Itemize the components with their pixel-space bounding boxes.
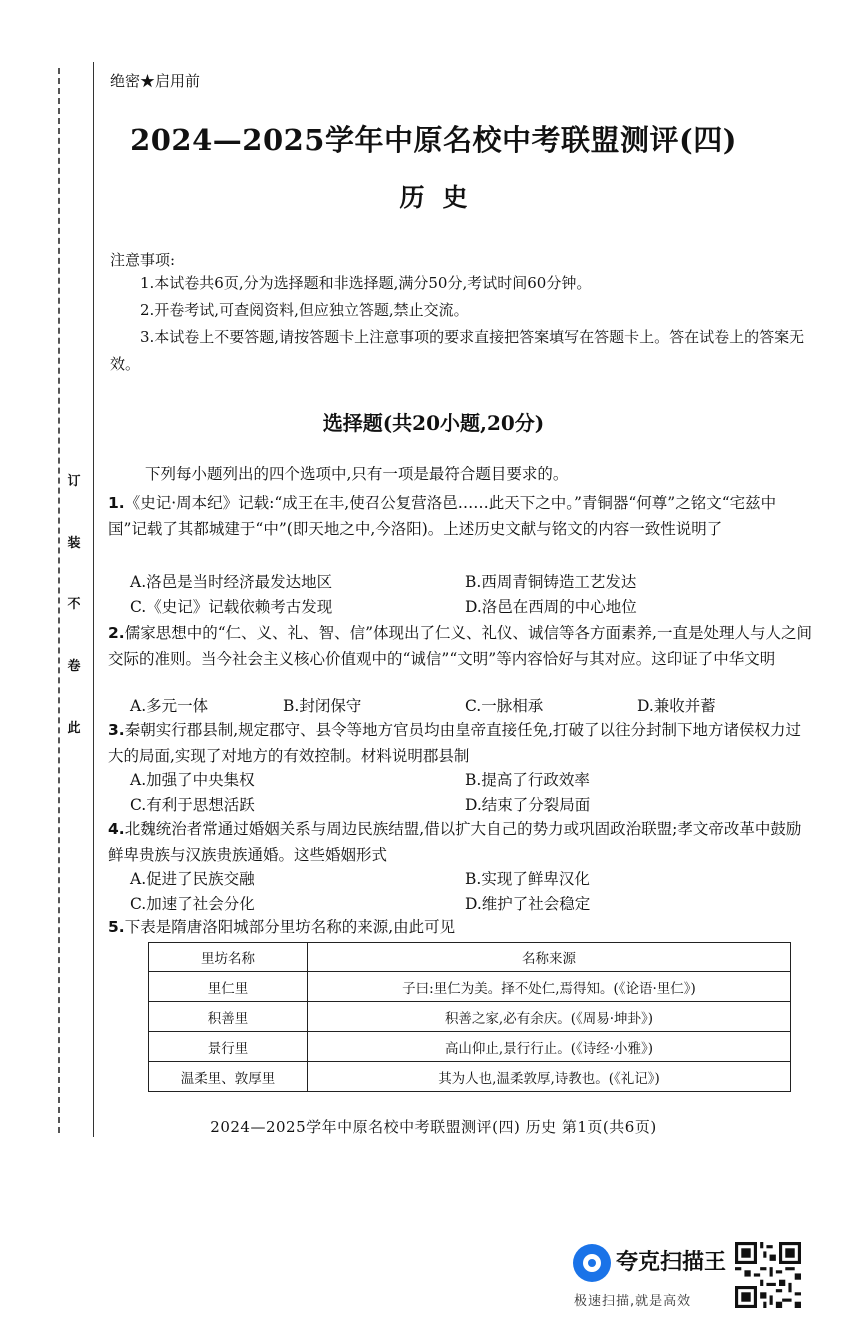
table-cell: 积善里	[149, 1002, 308, 1032]
question-stem: 秦朝实行郡县制,规定郡守、县令等地方官员均由皇帝直接任免,打破了以往分封制下地方诸侯权力过大的局面,实现了对地方的有效控制。材料说明郡县制	[108, 721, 802, 765]
table-cell: 子曰:里仁为美。择不处仁,焉得知。(《论语·里仁》)	[308, 972, 791, 1002]
source-table	[148, 942, 791, 1092]
question-5	[108, 914, 813, 940]
option-c[interactable]: C.一脉相承	[465, 697, 544, 715]
binding-line-dashed	[58, 68, 60, 1133]
table-cell: 景行里	[149, 1032, 308, 1062]
notice-item: 3.本试卷上不要答题,请按答题卡上注意事项的要求直接把答案填写在答题卡上。答在试卷上的答案无效。	[110, 328, 805, 373]
question-number: 2.	[108, 624, 125, 642]
page-footer: 2024—2025学年中原名校中考联盟测评(四) 历史 第1页(共6页)	[210, 1118, 657, 1136]
question-1	[108, 490, 813, 542]
option-c[interactable]: C.《史记》记载依赖考古发现	[130, 598, 333, 616]
question-number: 5.	[108, 918, 125, 936]
question-2	[108, 620, 813, 672]
table-header-row	[149, 943, 791, 972]
notice-heading: 注意事项:	[110, 251, 176, 269]
option-c[interactable]: C.有利于思想活跃	[130, 796, 255, 814]
brand-name: 夸克扫描王	[616, 1250, 727, 1275]
table-cell: 里仁里	[149, 972, 308, 1002]
question-stem: 《史记·周本纪》记载:“成王在丰,使召公复营洛邑……此天下之中。”青铜器“何尊”之铭文“宅兹中国”记载了其都城建于“中”(即天地之中,今洛阳)。上述历史文献与铭文的内容一致性说明了	[108, 494, 777, 538]
question-stem: 下表是隋唐洛阳城部分里坊名称的来源,由此可见	[124, 918, 456, 936]
margin-char: 此	[67, 721, 81, 736]
option-b[interactable]: B.西周青铜铸造工艺发达	[465, 573, 637, 591]
table-cell: 积善之家,必有余庆。(《周易·坤卦》)	[308, 1002, 791, 1032]
table-row	[149, 972, 791, 1002]
option-b[interactable]: B.实现了鲜卑汉化	[465, 870, 590, 888]
notice-item: 1.本试卷共6页,分为选择题和非选择题,满分50分,考试时间60分钟。	[140, 274, 592, 292]
brand-slogan: 极速扫描,就是高效	[574, 1294, 692, 1309]
margin-char: 订	[67, 474, 81, 489]
option-b[interactable]: B.封闭保守	[283, 697, 362, 715]
option-d[interactable]: D.兼收并蓄	[637, 697, 716, 715]
option-d[interactable]: D.结束了分裂局面	[465, 796, 591, 814]
table-row	[149, 1032, 791, 1062]
subject-title: 历史	[399, 183, 486, 212]
section-title: 选择题(共20小题,20分)	[322, 411, 545, 435]
table-header: 名称来源	[308, 943, 791, 972]
table-cell: 温柔里、敦厚里	[149, 1062, 308, 1092]
section-intro: 下列每小题列出的四个选项中,只有一项是最符合题目要求的。	[145, 465, 569, 483]
qr-code-icon	[735, 1242, 801, 1308]
question-number: 1.	[108, 494, 125, 512]
question-4	[108, 816, 813, 868]
question-3	[108, 717, 813, 769]
option-d[interactable]: D.维护了社会稳定	[465, 895, 591, 913]
margin-char: 不	[67, 597, 81, 612]
page-title: 2024—2025学年中原名校中考联盟测评(四)	[130, 123, 737, 157]
question-number: 4.	[108, 820, 125, 838]
question-stem: 北魏统治者常通过婚姻关系与周边民族结盟,借以扩大自己的势力或巩固政治联盟;孝文帝改革中鼓励鲜卑贵族与汉族贵族通婚。这些婚姻形式	[108, 820, 802, 864]
option-a[interactable]: A.促进了民族交融	[130, 870, 255, 888]
question-number: 3.	[108, 721, 125, 739]
table-row	[149, 1002, 791, 1032]
table-cell: 其为人也,温柔敦厚,诗教也。(《礼记》)	[308, 1062, 791, 1092]
option-d[interactable]: D.洛邑在西周的中心地位	[465, 598, 637, 616]
option-a[interactable]: A.洛邑是当时经济最发达地区	[130, 573, 333, 591]
option-b[interactable]: B.提高了行政效率	[465, 771, 590, 789]
table-header: 里坊名称	[149, 943, 308, 972]
option-a[interactable]: A.加强了中央集权	[130, 771, 255, 789]
table-row	[149, 1062, 791, 1092]
binding-line-solid	[93, 62, 94, 1137]
notice-item: 2.开卷考试,可查阅资料,但应独立答题,禁止交流。	[140, 301, 469, 319]
table-cell: 高山仰止,景行行止。(《诗经·小雅》)	[308, 1032, 791, 1062]
option-a[interactable]: A.多元一体	[130, 697, 209, 715]
margin-char: 卷	[67, 659, 81, 674]
quark-logo-icon	[573, 1244, 611, 1282]
option-c[interactable]: C.加速了社会分化	[130, 895, 255, 913]
secret-label: 绝密★启用前	[110, 72, 201, 90]
question-stem: 儒家思想中的“仁、义、礼、智、信”体现出了仁义、礼仪、诚信等各方面素养,一直是处理人与人之间交际的准则。当今社会主义核心价值观中的“诚信”“文明”等内容恰好与其对应。这印证了中华文明	[108, 624, 812, 668]
margin-char: 装	[67, 536, 81, 551]
